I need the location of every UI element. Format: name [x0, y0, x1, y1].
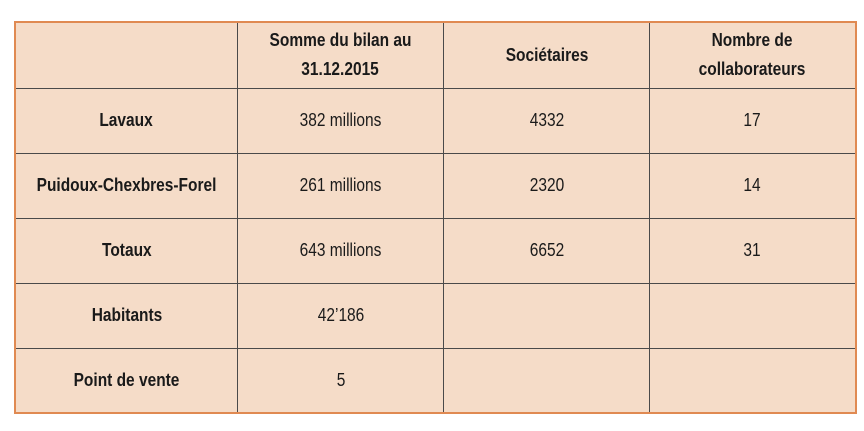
header-line: Somme du bilan au [269, 30, 412, 51]
table-cell [238, 218, 444, 283]
cell-value: 5 [336, 369, 345, 390]
bank-statistics-table [14, 21, 857, 414]
cell-value: 42’186 [317, 305, 364, 325]
header-cell-employees [650, 22, 856, 88]
header-cell-balance-sheet [238, 22, 444, 88]
table-cell [650, 153, 856, 218]
cell-value: 4332 [529, 110, 564, 130]
row-label: Habitants [91, 305, 162, 325]
table-row [15, 218, 856, 283]
cell-value: 17 [743, 110, 761, 130]
cell-value: 6652 [529, 240, 564, 260]
row-label: Puidoux-Chexbres-Forel [36, 175, 217, 195]
row-label: Lavaux [99, 110, 154, 130]
table-header-row [15, 22, 856, 88]
row-label: Point de vente [73, 369, 180, 390]
table-cell [650, 348, 856, 413]
cell-value: 261 millions [299, 175, 382, 195]
row-label: Totaux [101, 240, 152, 260]
cell-value: 382 millions [299, 110, 382, 130]
header-cell-members [444, 22, 650, 88]
row-label-cell [15, 218, 238, 283]
table-cell [650, 283, 856, 348]
header-cell-empty [15, 22, 238, 88]
row-label-cell [15, 283, 238, 348]
table-cell [444, 348, 650, 413]
cell-value: 643 millions [299, 240, 382, 260]
row-label-cell [15, 348, 238, 413]
table-cell [650, 88, 856, 153]
table-cell [444, 218, 650, 283]
header-line: collaborateurs [698, 59, 806, 80]
cell-value: 31 [743, 240, 761, 260]
table-cell [238, 348, 444, 413]
header-line: 31.12.2015 [301, 59, 380, 80]
table-row [15, 348, 856, 413]
table-cell [444, 153, 650, 218]
table-cell [238, 153, 444, 218]
table-cell [650, 218, 856, 283]
table-cell [238, 283, 444, 348]
row-label-cell [15, 88, 238, 153]
cell-value: 2320 [529, 175, 564, 195]
header-line: Sociétaires [505, 44, 588, 65]
header-line: Nombre de [711, 30, 793, 51]
table-cell [444, 283, 650, 348]
table-row [15, 88, 856, 153]
table-cell [238, 88, 444, 153]
table-cell [444, 88, 650, 153]
row-label-cell [15, 153, 238, 218]
cell-value: 14 [743, 175, 761, 195]
table-row [15, 283, 856, 348]
table-row [15, 153, 856, 218]
table-container [14, 21, 857, 414]
